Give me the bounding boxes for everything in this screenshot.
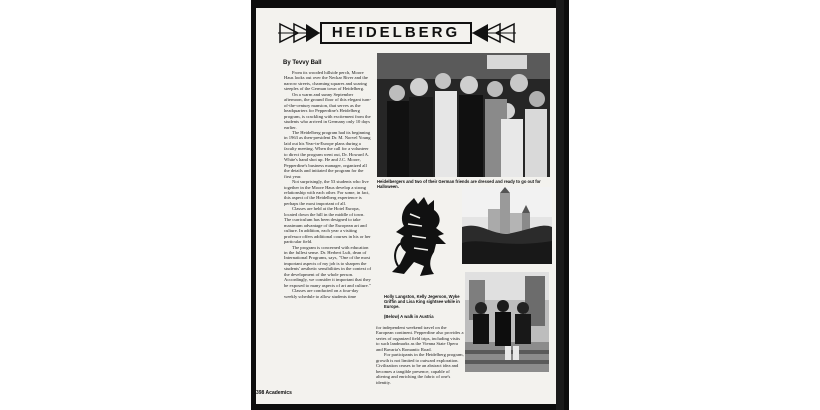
- title-banner: [278, 22, 516, 46]
- paragraph: Classes are conducted on a four-day weekly schedule to allow students time: [284, 288, 359, 299]
- paragraph: The Heidelberg program had its beginning in 1963 as then-president Dr. M. Norvel Young laid out his Year-in-Europe plans during a faculty meeting. When the call for a volunteer to direct the program went out, Dr. Howard A. White's hand shot up. He and J.C. Moore, Pepperdine's business manager, organized all the details and initiated the program for the first year.: [284, 129, 371, 179]
- heraldic-lion-icon: [390, 196, 452, 282]
- walk-caption: (Below) A walk in Austria: [384, 314, 434, 319]
- article-column-2: [376, 325, 464, 385]
- yearbook-page: [256, 8, 556, 404]
- castle-caption: Holly Langston, Kelly Jegerson, Wyke Griffin and Lisa King sightsee while in Europe.: [384, 294, 460, 309]
- paragraph: For participants in the Heidelberg program, growth is not limited to outward exploration. Civilization ceases to be an abstract idea and becomes a tangible presence, capable of altering and enriching the fabric of one's identity.: [376, 352, 464, 385]
- paragraph: On a warm and sunny September afternoon, the ground floor of this elegant turn-of-the-century mansion, that serves as the headquarters for Pepperdine's Heidelberg program, is crackling with excitement from the students who arrived in Germany only 10 days earlier.: [284, 91, 372, 130]
- photo-image: [465, 272, 549, 372]
- photo-image: [462, 187, 552, 264]
- halloween-group-photo: [377, 53, 550, 177]
- halloween-caption: Heidelbergers and two of their German friends are dressed and ready to go out for Halloween.: [377, 179, 541, 189]
- paragraph: Classes are held at the Hotel Europa, located down the hill in the middle of town. The curriculum has been designed to take maximum advantage of the European art and culture. In addition, each year a visiting professor offers additional courses in his or her particular field.: [284, 206, 371, 245]
- austria-walk-photo: [465, 272, 549, 372]
- paragraph: The program is concerned with education in the fullest sense. Dr. Herbert Luft, dean of International Programs, says, "One of the most important aspects of my job is to sharpen the students' aesthetic sensibilities in the context of the development of the whole person. Accordingly, we consider it important that they be exposed to many aspects of art and culture.": [284, 244, 372, 288]
- paragraph: for independent weekend travel on the European continent. Pepperdine also provides a series of organized field trips, including visits to such landmarks as the Vienna State Opera and Bavaria's Romantic Road.: [376, 325, 464, 352]
- byline: By Tevvy Ball: [283, 60, 322, 66]
- article-column-1: [284, 70, 372, 299]
- paragraph: From its wooded hillside perch, Moore Haus looks out over the Neckar River and the narrow streets, charming squares and soaring steeples of the German town of Heidelberg.: [284, 70, 368, 92]
- paragraph: Not surprisingly, the 53 students who live together in the Moore Haus develop a strong relationship with each other. For some, in fact, this aspect of the Heidelberg experience is perhaps the most important of all.: [284, 179, 370, 206]
- page-number: 398 Academics: [256, 390, 292, 396]
- page-edge: [556, 0, 564, 410]
- photo-image: [377, 53, 550, 177]
- page-title: HEIDELBERG: [331, 24, 461, 41]
- castle-photo: [462, 187, 552, 264]
